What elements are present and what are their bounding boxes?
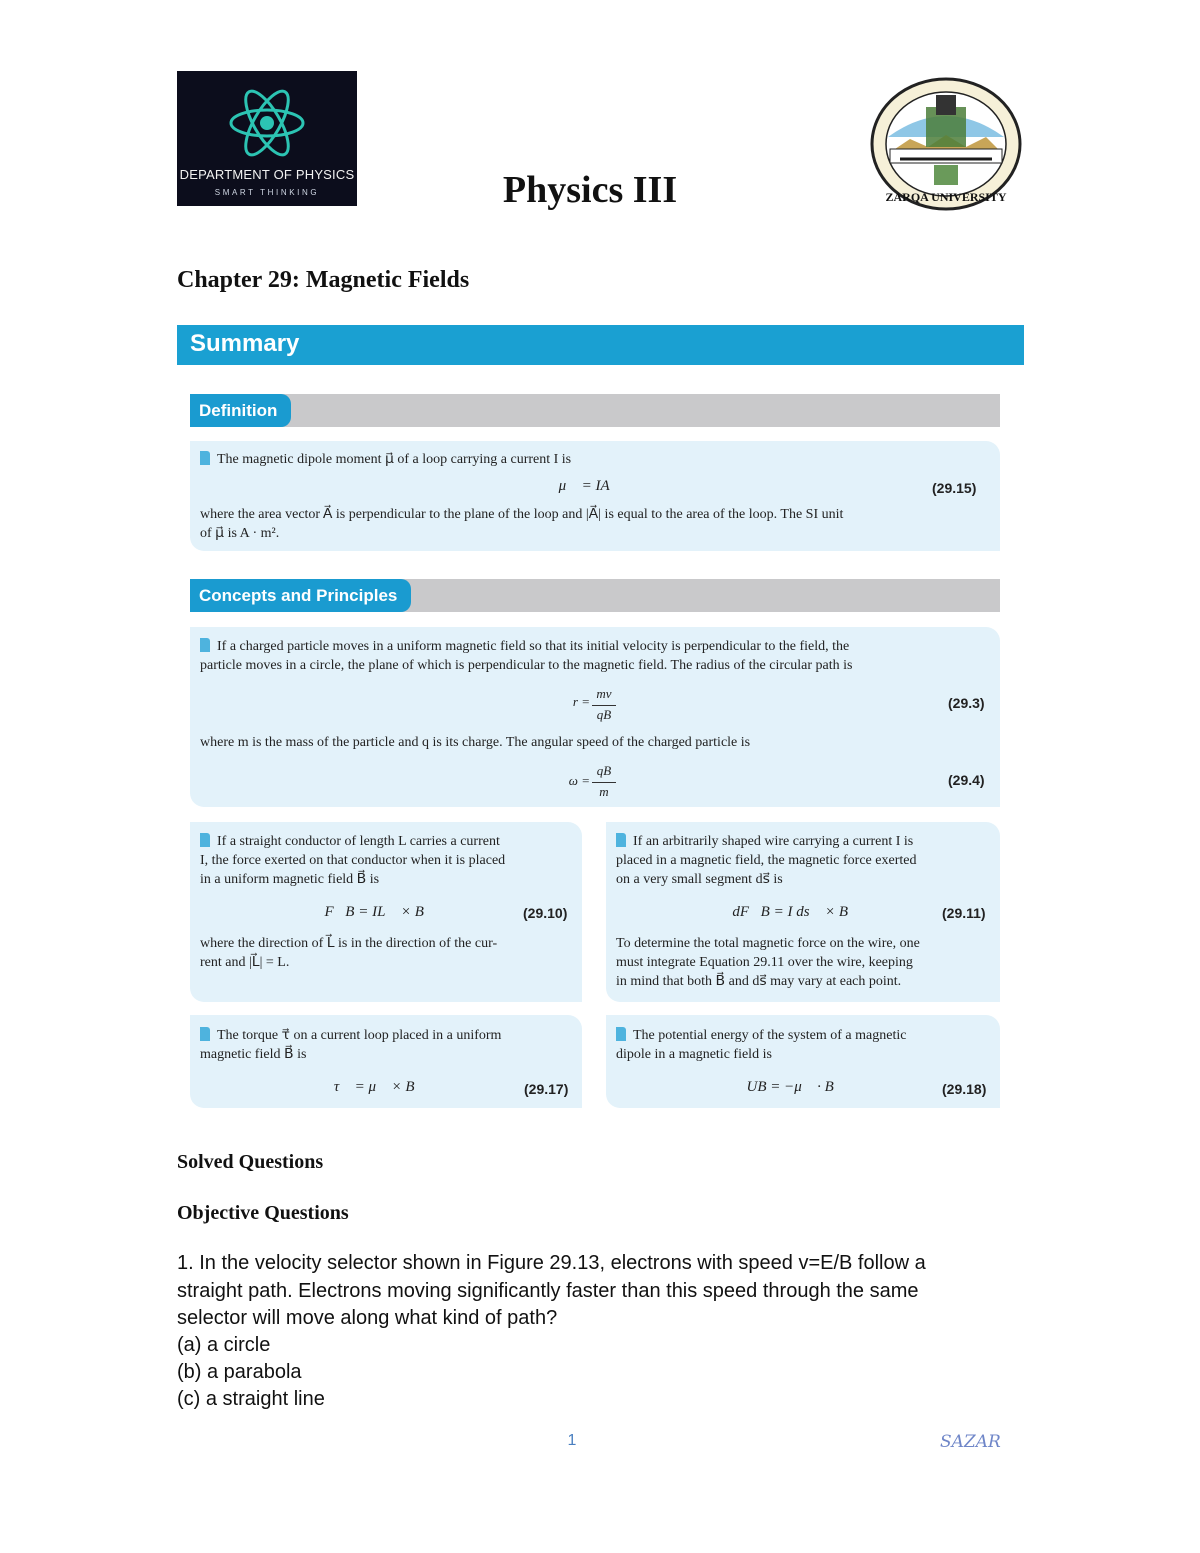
concepts-section-bar bbox=[190, 579, 1000, 612]
equation-29-17: τ⃗ = μ⃗ × B⃗ bbox=[333, 1079, 427, 1095]
concept-text: where m is the mass of the particle and q is its charge. The angular speed of the charged particle is bbox=[200, 735, 751, 750]
fraction-line bbox=[592, 705, 616, 706]
answer-option: (b) a parabola bbox=[177, 1361, 302, 1383]
answer-option: (c) a straight line bbox=[177, 1388, 325, 1410]
atom-icon bbox=[227, 81, 307, 165]
equation-lhs: r = bbox=[572, 694, 590, 709]
circular-motion-box bbox=[190, 627, 1000, 807]
concept-text: The potential energy of the system of a magnetic bbox=[616, 1026, 906, 1045]
question-text: selector will move along what kind of path? bbox=[177, 1307, 558, 1329]
bullet-icon bbox=[200, 638, 210, 652]
solved-questions-heading: Solved Questions bbox=[177, 1151, 324, 1173]
summary-banner bbox=[177, 325, 1024, 365]
torque-box bbox=[190, 1015, 582, 1108]
fraction-numerator: qB bbox=[596, 763, 612, 778]
bullet-icon bbox=[200, 833, 210, 847]
page-number: 1 bbox=[567, 1432, 577, 1449]
fraction-numerator: mv bbox=[596, 686, 612, 701]
equation-number: (29.3) bbox=[948, 695, 985, 711]
bullet-icon bbox=[616, 1027, 626, 1041]
definition-text: of μ⃗ is A · m². bbox=[200, 526, 280, 541]
concept-text: particle moves in a circle, the plane of which is perpendicular to the magnetic field. The radius of the circular path is bbox=[200, 658, 853, 673]
fraction-line bbox=[592, 782, 616, 783]
concept-text: If a charged particle moves in a uniform magnetic field so that its initial velocity is perpendicular to the field, the bbox=[200, 637, 849, 656]
bullet-icon bbox=[616, 833, 626, 847]
equation-29-10: F⃗B = IL⃗ × B⃗ bbox=[324, 904, 436, 920]
concept-text: on a very small segment ds⃗ is bbox=[616, 872, 783, 887]
author-initials: SAZAR bbox=[940, 1432, 1001, 1452]
concept-text: in mind that both B⃗ and ds⃗ may vary at each point. bbox=[616, 974, 902, 989]
concept-text: If an arbitrarily shaped wire carrying a current I is bbox=[616, 832, 913, 851]
department-name: DEPARTMENT OF PHYSICS bbox=[179, 167, 355, 182]
objective-questions-heading: Objective Questions bbox=[177, 1202, 349, 1224]
definition-label: Definition bbox=[190, 394, 291, 427]
definition-text: The magnetic dipole moment μ⃗ of a loop carrying a current I is bbox=[200, 450, 571, 469]
concept-text: placed in a magnetic field, the magnetic force exerted bbox=[616, 853, 917, 868]
bullet-icon bbox=[200, 1027, 210, 1041]
definition-section-bar bbox=[190, 394, 1000, 427]
equation-number: (29.15) bbox=[932, 480, 977, 496]
equation-lhs: ω = bbox=[568, 773, 590, 788]
definition-box bbox=[190, 441, 1000, 551]
equation-29-11: dF⃗B = I ds⃗ × B⃗ bbox=[732, 904, 860, 920]
concept-text: The torque τ⃗ on a current loop placed in a uniform bbox=[200, 1026, 501, 1045]
answer-option: (a) a circle bbox=[177, 1334, 271, 1356]
department-logo bbox=[177, 71, 357, 206]
concept-text: I, the force exerted on that conductor when it is placed bbox=[200, 853, 506, 868]
university-seal bbox=[870, 77, 1022, 212]
concept-text: rent and |L⃗| = L. bbox=[200, 955, 290, 970]
question-text: 1. In the velocity selector shown in Figure 29.13, electrons with speed v=E/B follow a bbox=[177, 1252, 926, 1274]
concept-text: must integrate Equation 29.11 over the wire, keeping bbox=[616, 955, 913, 970]
concept-text: To determine the total magnetic force on the wire, one bbox=[616, 936, 920, 951]
seal-text: ZARQA UNIVERSITY bbox=[885, 190, 1007, 204]
equation-number: (29.10) bbox=[523, 905, 568, 921]
department-tagline: SMART THINKING bbox=[214, 188, 320, 197]
equation-number: (29.11) bbox=[942, 905, 986, 921]
equation-29-15: μ⃗ = IA⃗ bbox=[558, 478, 622, 494]
equation-number: (29.18) bbox=[942, 1081, 987, 1097]
potential-energy-box bbox=[606, 1015, 1000, 1108]
conductor-force-box bbox=[190, 822, 582, 1002]
equation-number: (29.17) bbox=[524, 1081, 569, 1097]
chapter-title: Chapter 29: Magnetic Fields bbox=[177, 267, 470, 293]
fraction-denominator: m bbox=[599, 784, 609, 799]
concepts-label: Concepts and Principles bbox=[190, 579, 411, 612]
summary-title: Summary bbox=[190, 330, 300, 357]
concept-text: If a straight conductor of length L carries a current bbox=[200, 832, 500, 851]
document-title: Physics III bbox=[502, 169, 678, 211]
definition-text: where the area vector A⃗ is perpendicular to the plane of the loop and |A⃗| is equal to the area of the loop. The SI unit bbox=[200, 507, 844, 522]
wire-force-box bbox=[606, 822, 1000, 1002]
concept-text: in a uniform magnetic field B⃗ is bbox=[200, 872, 380, 887]
concept-text: magnetic field B⃗ is bbox=[200, 1047, 307, 1062]
bullet-icon bbox=[200, 451, 210, 465]
equation-29-18: UB = −μ⃗ · B⃗ bbox=[746, 1079, 846, 1095]
concept-text: dipole in a magnetic field is bbox=[616, 1047, 772, 1062]
equation-number: (29.4) bbox=[948, 772, 985, 788]
question-text: straight path. Electrons moving significantly faster than this speed through the same bbox=[177, 1280, 919, 1302]
fraction-denominator: qB bbox=[596, 707, 612, 722]
concept-text: where the direction of L⃗ is in the direction of the cur- bbox=[200, 936, 498, 951]
